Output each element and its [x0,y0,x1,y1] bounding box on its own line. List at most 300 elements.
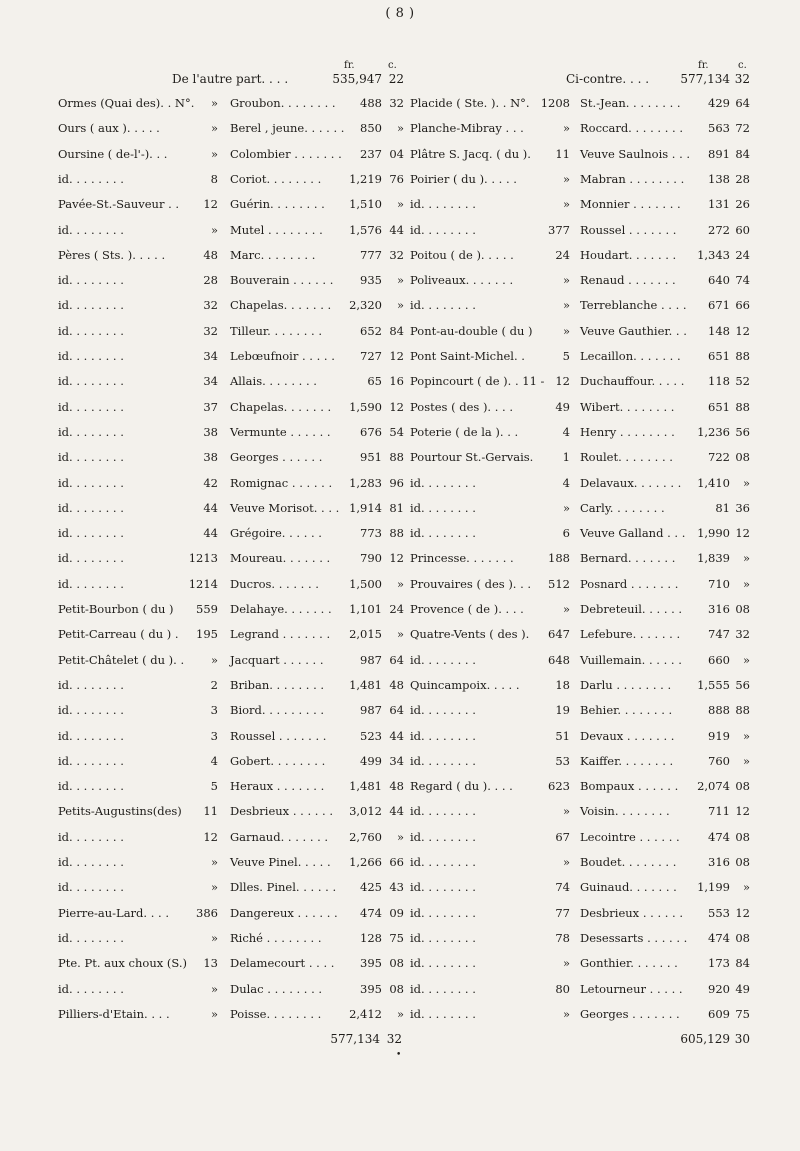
row-no: 12 [555,374,570,389]
left-ledger-row [58,729,403,747]
row-fr: 1,510 [349,197,382,212]
row-name: Mutel . . . . . . . . [230,222,323,237]
row-no: 195 [196,627,218,642]
left-ledger-row [58,147,403,165]
row-street: Pères ( Sts. ). . . . . [58,247,166,262]
row-c: 64 [389,703,404,718]
row-street: id. . . . . . . . [410,981,476,996]
row-fr: 3,012 [349,804,382,819]
row-fr: 660 [708,652,730,667]
row-no: » [210,981,218,996]
row-fr: 1,266 [349,855,382,869]
row-no: 4 [210,753,218,768]
row-fr: 1,343 [697,247,730,262]
row-street: id. . . . . . . . [58,171,124,186]
row-street: id. . . . . . . . [58,576,124,591]
row-name: Heraux . . . . . . . [230,779,325,794]
left-ledger-row [58,324,403,342]
left-ledger-row [58,96,403,114]
row-name: Coriot. . . . . . . . [230,171,322,186]
row-no: 18 [555,677,570,692]
row-c: 12 [735,804,750,819]
right-ledger-row [410,121,748,139]
row-street: id. . . . . . . . [58,703,124,718]
row-c: 75 [389,930,404,945]
row-fr: 1,481 [349,677,382,692]
row-c: 24 [735,247,750,262]
left-ledger-row [58,779,403,797]
row-c: 26 [735,197,750,212]
left-ledger-row [58,880,403,898]
row-c: » [742,475,750,490]
row-name: Chapelas. . . . . . . [230,399,332,414]
right-ledger-row [410,931,748,949]
row-c: 43 [389,880,404,895]
row-no: » [210,96,218,110]
row-name: Letourneur . . . . . [580,981,683,996]
row-no: » [210,652,218,667]
row-name: Vuillemain. . . . . . [580,652,682,667]
row-name: Houdart. . . . . . . [580,247,677,262]
row-street: Pont Saint-Michel. . [410,349,525,363]
row-street: id. . . . . . . . [58,424,124,439]
row-no: » [562,298,570,313]
row-street: Princesse. . . . . . . [410,551,514,566]
row-c: 08 [735,779,750,794]
row-name: Vermunte . . . . . . [230,424,331,439]
row-c: » [396,121,404,136]
row-name: Gonthier. . . . . . . [580,956,678,971]
row-name: Bouverain . . . . . . [230,273,334,288]
row-no: 32 [203,323,218,338]
right-ledger-row [410,602,748,620]
row-fr: 81 [715,500,730,515]
row-c: 48 [389,779,404,794]
row-street: id. . . . . . . . [58,298,124,313]
row-name: Groubon. . . . . . . . [230,96,336,110]
row-c: 08 [735,829,750,844]
row-name: St.-Jean. . . . . . . . [580,96,681,110]
row-c: » [742,576,750,591]
row-fr: 711 [708,804,730,819]
row-fr: 65 [367,374,382,389]
row-name: Briban. . . . . . . . [230,677,325,692]
row-street: id. . . . . . . . [410,956,476,971]
left-ledger-row [58,450,403,468]
row-c: 56 [735,677,750,692]
row-street: Oursine ( de-l'-). . . [58,146,168,161]
row-name: Romignac . . . . . . [230,475,333,490]
row-street: id. . . . . . . . [58,475,124,490]
row-name: Devaux . . . . . . . [580,728,675,743]
row-fr: 760 [708,753,730,768]
row-c: 54 [389,424,404,439]
right-ledger-row [410,653,748,671]
left-ledger-row [58,501,403,519]
row-fr: 474 [708,829,730,844]
row-street: id. . . . . . . . [58,349,124,363]
row-street: id. . . . . . . . [410,905,476,920]
row-name: Veuve Saulnois . . . [580,146,691,161]
row-c: 88 [389,450,404,465]
row-fr: 1,555 [697,677,730,692]
row-street: id. . . . . . . . [410,652,476,667]
row-name: Riché . . . . . . . . [230,930,322,945]
row-c: 44 [389,728,404,743]
row-no: 11 [203,804,218,819]
row-c: 84 [735,956,750,971]
right-carry-c: 32 [734,72,750,86]
row-c: » [742,880,750,895]
right-ledger-row [410,577,748,595]
row-c: 75 [735,1006,750,1021]
row-street: id. . . . . . . . [410,475,476,490]
row-no: 12 [203,829,218,844]
row-street: Prouvaires ( des ). . . [410,576,532,591]
left-ledger-row [58,956,403,974]
row-name: Voisin. . . . . . . . [580,804,670,819]
row-c: » [742,728,750,743]
row-street: Quatre-Vents ( des ). [410,627,530,642]
row-fr: 563 [708,121,730,136]
row-fr: 2,760 [349,829,382,844]
row-street: Pilliers-d'Etain. . . . [58,1006,170,1021]
row-no: 1208 [540,96,570,110]
row-name: Jacquart . . . . . . [230,652,324,667]
row-fr: 935 [360,273,382,288]
row-c: 12 [389,349,404,363]
row-c: » [742,753,750,768]
row-c: 08 [735,602,750,616]
row-street: id. . . . . . . . [58,855,124,869]
row-no: » [562,121,570,136]
right-ledger-row [410,779,748,797]
row-name: Duchauffour. . . . . [580,374,685,389]
right-ledger-row [410,501,748,519]
row-fr: 2,074 [697,779,730,794]
left-ledger-row [58,526,403,544]
row-fr: 651 [708,349,730,363]
left-carry-fr: 535,947 [332,72,382,86]
row-c: » [396,576,404,591]
row-street: Pont-au-double ( du ) [410,323,533,338]
row-street: Pavée-St.-Sauveur . . [58,197,180,212]
row-no: 5 [562,349,570,363]
row-fr: 523 [360,728,382,743]
row-no: » [562,500,570,515]
row-no: 647 [548,627,570,642]
row-fr: 891 [708,146,730,161]
row-no: » [562,273,570,288]
row-name: Posnard . . . . . . . [580,576,679,591]
right-ledger-row [410,400,748,418]
row-c: 64 [735,96,750,110]
row-c: 12 [389,399,404,414]
row-c: 08 [735,450,750,465]
right-ledger-row [410,349,748,367]
left-total-c: 32 [386,1032,402,1046]
left-ledger-row [58,627,403,645]
row-name: Delavaux. . . . . . . [580,475,682,490]
left-ledger-row [58,653,403,671]
row-no: 28 [203,273,218,288]
row-fr: 128 [360,930,382,945]
row-fr: 272 [708,222,730,237]
row-no: 8 [210,171,218,186]
row-no: » [562,323,570,338]
left-ledger-row [58,577,403,595]
row-street: Poirier ( du ). . . . . [410,171,517,186]
row-c: 16 [389,374,404,389]
row-no: » [562,602,570,616]
left-ledger-row [58,400,403,418]
left-ledger-row [58,830,403,848]
row-c: 44 [389,222,404,237]
row-c: 88 [735,703,750,718]
row-c: 88 [735,399,750,414]
row-fr: 237 [360,146,382,161]
row-street: id. . . . . . . . [410,526,476,541]
row-c: 09 [389,905,404,920]
row-no: » [562,1006,570,1021]
row-name: Henry . . . . . . . . [580,424,675,439]
row-no: 48 [203,247,218,262]
row-street: id. . . . . . . . [58,753,124,768]
row-fr: 1,219 [349,171,382,186]
row-no: 3 [210,728,218,743]
right-ledger-row [410,729,748,747]
row-no: 648 [548,652,570,667]
row-fr: 640 [708,273,730,288]
row-street: id. . . . . . . . [58,551,124,566]
row-c: » [396,273,404,288]
row-street: Ours ( aux ). . . . . [58,121,160,136]
right-ledger-row [410,223,748,241]
right-unit-fr: fr. [698,60,709,71]
row-no: » [210,121,218,136]
row-fr: 173 [708,956,730,971]
row-name: Legrand . . . . . . . [230,627,331,642]
left-unit-c: c. [388,60,397,71]
left-ledger-row [58,804,403,822]
row-c: » [396,829,404,844]
row-fr: 1,410 [697,475,730,490]
row-no: » [210,222,218,237]
row-street: Pierre-au-Lard. . . . [58,905,169,920]
row-no: » [210,930,218,945]
left-ledger-row [58,602,403,620]
row-fr: 474 [708,930,730,945]
row-name: Georges . . . . . . [230,450,323,465]
row-name: Delahaye. . . . . . . [230,602,332,616]
right-ledger-row [410,551,748,569]
row-no: 13 [203,956,218,971]
row-name: Dlles. Pinel. . . . . . [230,880,337,895]
row-c: 48 [389,677,404,692]
row-no: 623 [548,779,570,794]
row-street: id. . . . . . . . [410,829,476,844]
row-name: Tilleur. . . . . . . . [230,323,322,338]
row-street: Provence ( de ). . . . [410,602,524,616]
row-no: 3 [210,703,218,718]
row-c: 32 [389,247,404,262]
row-fr: 138 [708,171,730,186]
row-street: id. . . . . . . . [410,930,476,945]
row-fr: 1,101 [349,602,382,616]
row-no: 74 [555,880,570,895]
left-ledger-row [58,703,403,721]
row-street: id. . . . . . . . [58,222,124,237]
row-c: 12 [735,526,750,541]
row-fr: 395 [360,981,382,996]
row-c: » [396,627,404,642]
row-fr: 2,015 [349,627,382,642]
row-fr: 773 [360,526,382,541]
row-c: 12 [735,905,750,920]
row-street: id. . . . . . . . [58,399,124,414]
row-street: id. . . . . . . . [410,804,476,819]
row-no: 12 [203,197,218,212]
row-street: id. . . . . . . . [410,500,476,515]
row-fr: 987 [360,703,382,718]
row-name: Bompaux . . . . . . [580,779,679,794]
right-ledger-row [410,526,748,544]
left-ledger-row [58,1007,403,1025]
row-no: 34 [203,349,218,363]
row-fr: 429 [708,96,730,110]
right-ledger-row [410,425,748,443]
row-no: 1214 [188,576,218,591]
right-ledger-row [410,1007,748,1025]
left-ledger-row [58,982,403,1000]
left-ledger-row [58,374,403,392]
footer-mark: • [396,1050,402,1060]
row-street: id. . . . . . . . [58,981,124,996]
row-street: id. . . . . . . . [410,855,476,869]
row-fr: 671 [708,298,730,313]
row-name: Delamecourt . . . . [230,956,335,971]
row-street: Poterie ( de la ). . . [410,424,519,439]
row-no: 188 [548,551,570,566]
row-name: Guinaud. . . . . . . [580,880,677,895]
row-no: 1 [562,450,570,465]
row-street: Pourtour St.-Gervais. [410,450,534,465]
row-street: id. . . . . . . . [58,677,124,692]
row-c: 08 [735,855,750,869]
right-ledger-row [410,147,748,165]
row-c: 96 [389,475,404,490]
row-no: 6 [562,526,570,541]
row-c: » [742,652,750,667]
row-c: 74 [735,273,750,288]
row-fr: 652 [360,323,382,338]
left-carry-label: De l'autre part. . . . [172,72,289,86]
row-street: Poliveaux. . . . . . . [410,273,514,288]
row-name: Grégoire. . . . . . [230,526,322,541]
row-fr: 1,576 [349,222,382,237]
row-street: Petit-Châtelet ( du ). . [58,652,185,667]
left-ledger-row [58,551,403,569]
row-street: id. . . . . . . . [410,1006,476,1021]
row-no: » [210,146,218,161]
right-ledger-row [410,476,748,494]
row-street: Popincourt ( de ). . 11 - [410,374,545,389]
row-name: Veuve Gauthier. . . [580,323,687,338]
row-fr: 316 [708,855,730,869]
row-no: 44 [203,500,218,515]
row-fr: 722 [708,450,730,465]
row-fr: 710 [708,576,730,591]
left-ledger-row [58,425,403,443]
row-fr: 118 [708,374,730,389]
row-no: 78 [555,930,570,945]
row-no: 32 [203,298,218,313]
row-no: 2 [210,677,218,692]
left-ledger-row [58,906,403,924]
row-street: Quincampoix. . . . . [410,677,520,692]
row-name: Dangereux . . . . . . [230,905,338,920]
row-fr: 1,283 [349,475,382,490]
row-name: Darlu . . . . . . . . [580,677,672,692]
row-c: 24 [389,602,404,616]
right-ledger-row [410,804,748,822]
row-name: Gobert. . . . . . . . [230,753,326,768]
row-fr: 919 [708,728,730,743]
row-street: id. . . . . . . . [58,880,124,895]
row-fr: 777 [360,247,382,262]
row-name: Roccard. . . . . . . . [580,121,684,136]
row-no: 4 [562,424,570,439]
row-name: Desessarts . . . . . . [580,930,688,945]
row-no: 512 [548,576,570,591]
row-name: Lefebure. . . . . . . [580,627,681,642]
row-no: » [210,1006,218,1021]
row-no: 80 [555,981,570,996]
row-c: 76 [389,171,404,186]
row-name: Kaiffer. . . . . . . . [580,753,674,768]
row-name: Bernard. . . . . . . [580,551,676,566]
row-name: Veuve Morisot. . . . [230,500,340,515]
right-ledger-row [410,450,748,468]
row-street: id. . . . . . . . [410,880,476,895]
left-ledger-row [58,248,403,266]
right-ledger-row [410,627,748,645]
right-unit-c: c. [738,60,747,71]
right-ledger-row [410,96,748,114]
row-name: Wibert. . . . . . . . [580,399,675,414]
row-c: 12 [389,551,404,566]
left-ledger-row [58,349,403,367]
right-ledger-row [410,374,748,392]
right-ledger-row [410,855,748,873]
row-fr: 951 [360,450,382,465]
row-name: Marc. . . . . . . . [230,247,316,262]
row-fr: 651 [708,399,730,414]
row-name: Renaud . . . . . . . [580,273,676,288]
right-ledger-row [410,273,748,291]
row-fr: 1,236 [697,424,730,439]
row-c: 08 [735,930,750,945]
row-name: Desbrieux . . . . . . [230,804,334,819]
row-fr: 499 [360,753,382,768]
row-street: Ormes (Quai des). . N°. [58,96,195,110]
row-street: id. . . . . . . . [58,526,124,541]
row-fr: 2,412 [349,1006,382,1021]
row-name: Lecaillon. . . . . . . [580,349,681,363]
right-total-fr: 605,129 [680,1032,730,1046]
row-c: 34 [389,753,404,768]
row-street: id. . . . . . . . [410,753,476,768]
